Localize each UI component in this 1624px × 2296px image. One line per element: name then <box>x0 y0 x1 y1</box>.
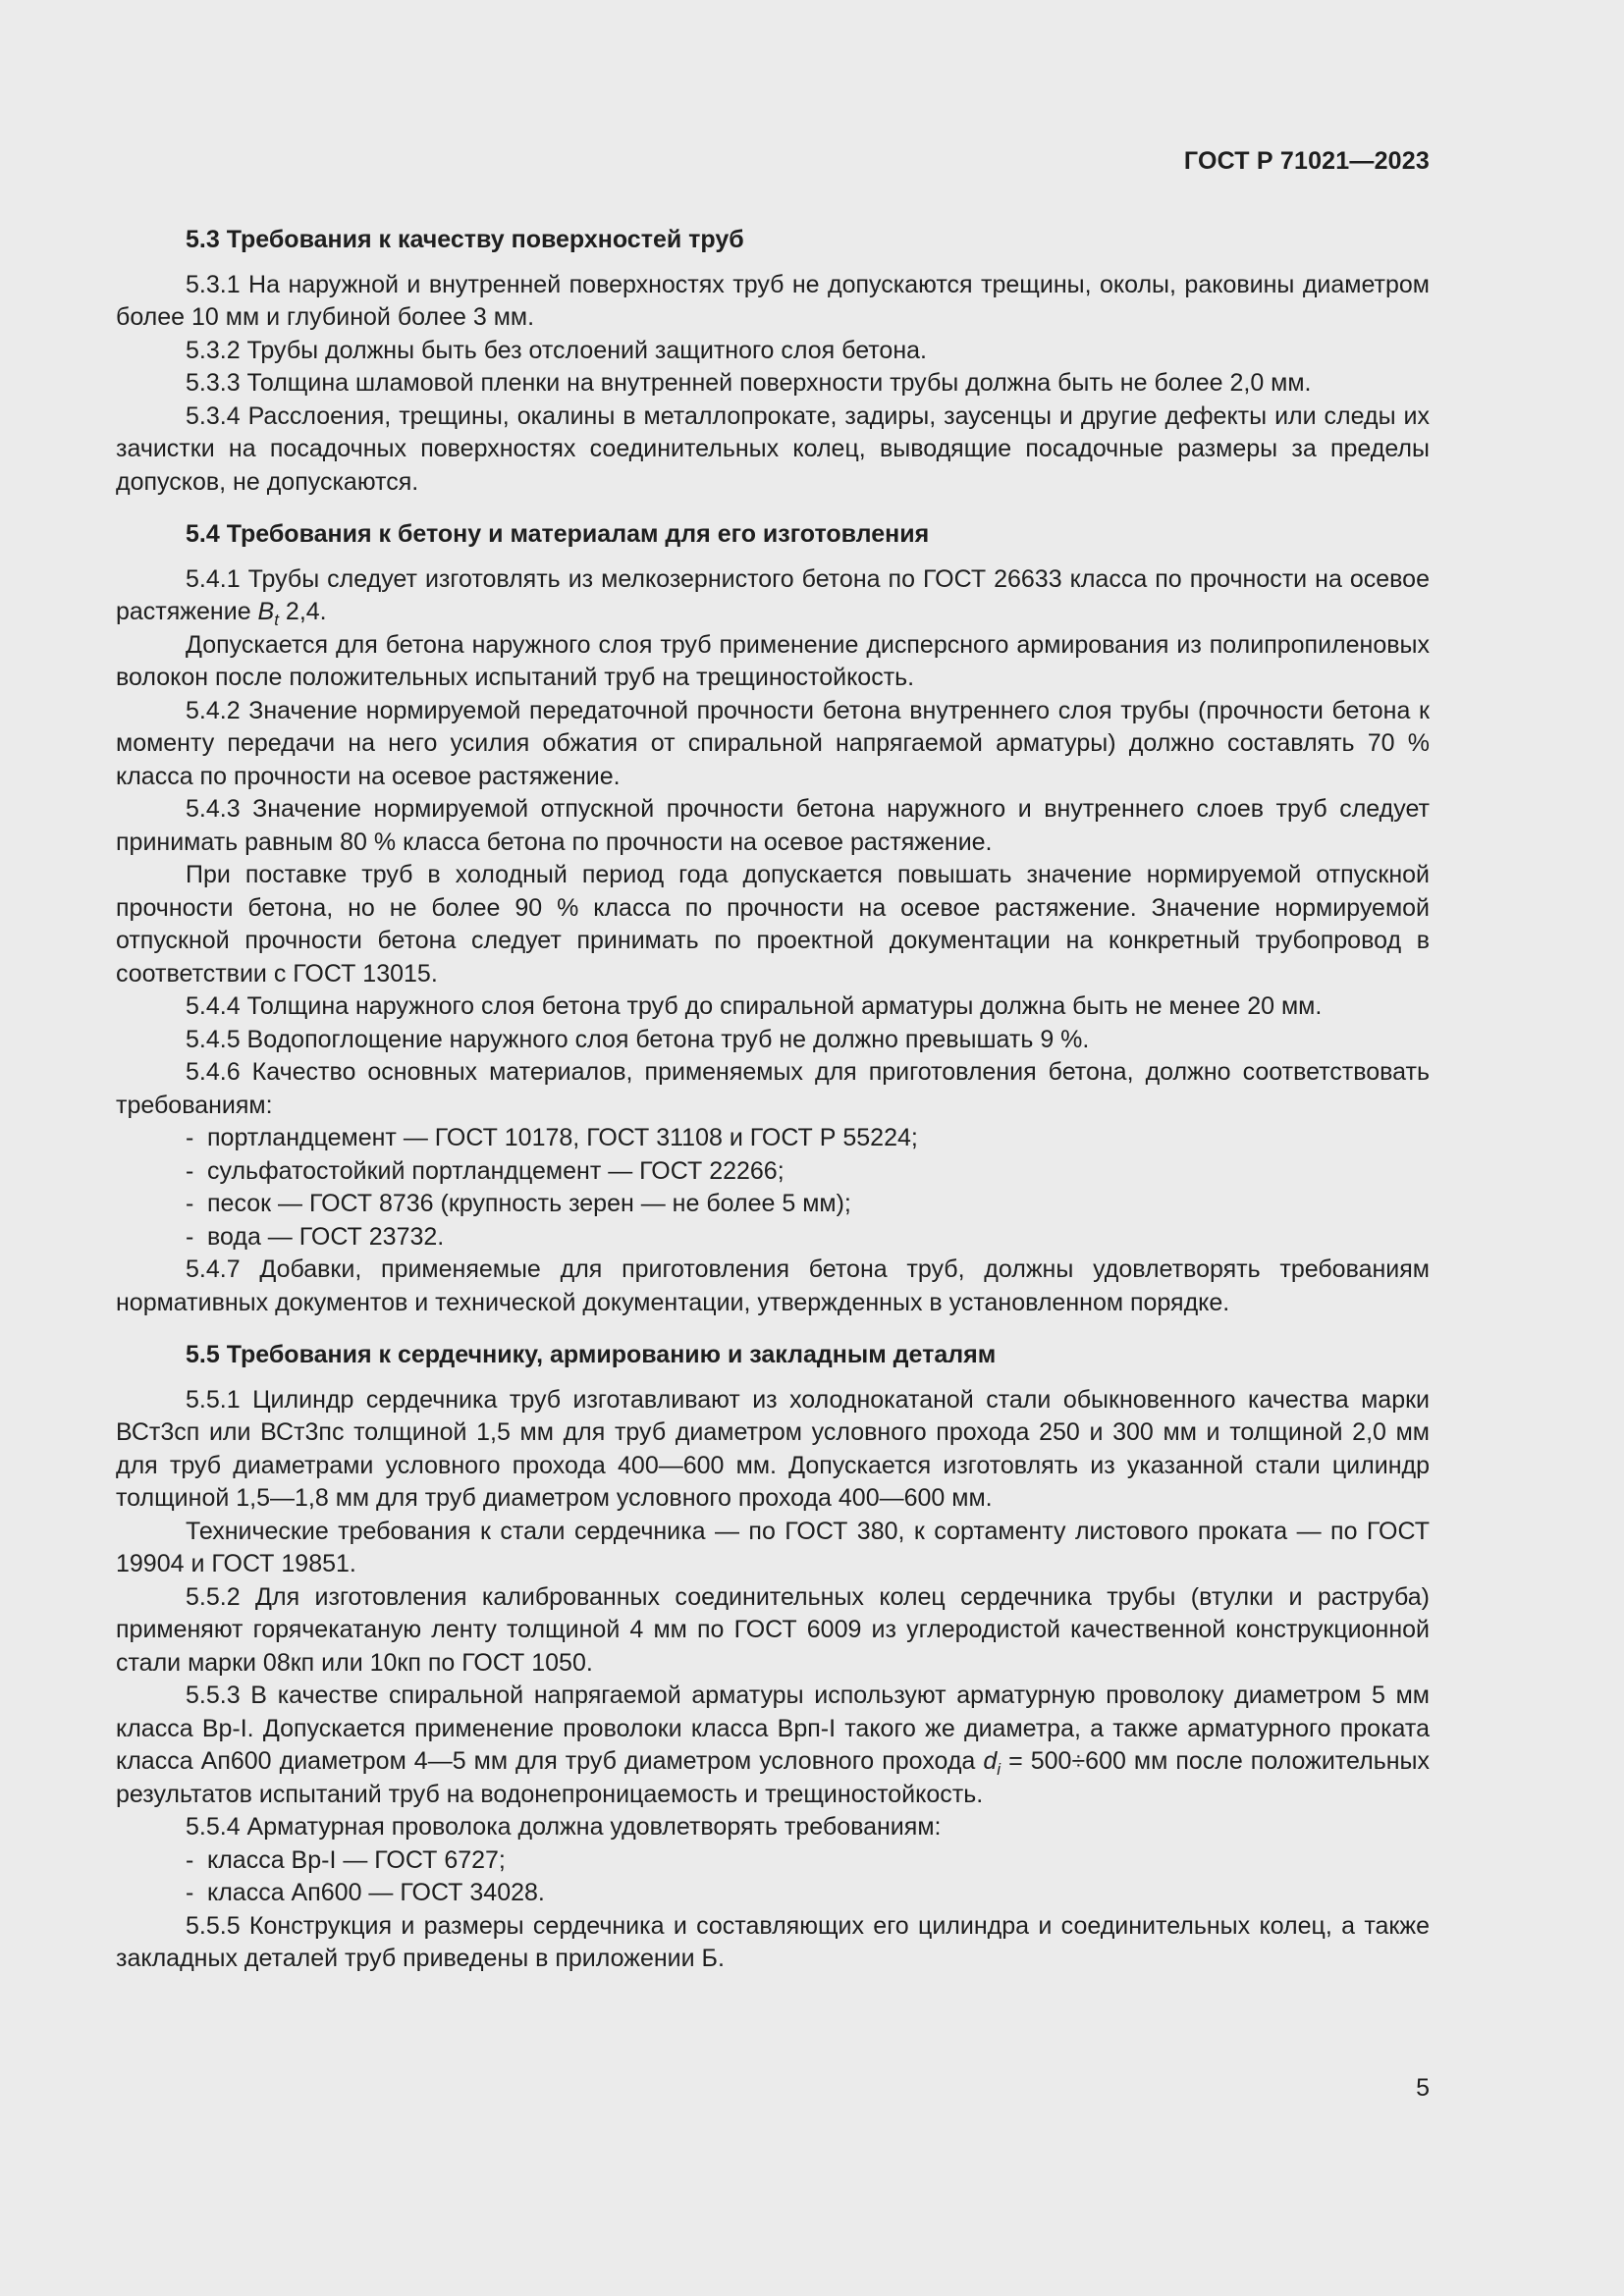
section-title-5-3: 5.3 Требования к качеству поверхностей труб <box>186 226 744 253</box>
paragraph: 5.5.2 Для изготовления калиброванных соединительных колец сердечника трубы (втулки и раструба) применяют горячекатаную ленту толщиной 4 мм по ГОСТ 6009 из углеродистой качественной конструкционной стали марки 08кп или 10кп по ГОСТ 1050. <box>116 1582 1430 1677</box>
paragraph: 5.4.4 Толщина наружного слоя бетона труб до спиральной арматуры должна быть не менее 20 мм. <box>186 992 1323 1020</box>
formula-subscript: i <box>997 1760 1001 1779</box>
paragraph: При поставке труб в холодный период года допускается повышать значение нормируемой отпускной прочности бетона, но не более 90 % класса по прочности на осевое растяжение. Значение нормируемой отпускной прочности бетона следует принимать по проектной документации на конкретный трубопровод в соответствии с ГОСТ 13015. <box>116 861 1430 988</box>
document-header: ГОСТ Р 71021—2023 <box>1183 147 1430 175</box>
section-title-5-5: 5.5 Требования к сердечнику, армированию и закладным деталям <box>186 1341 997 1368</box>
paragraph: 5.3.1 На наружной и внутренней поверхностях труб не допускаются трещины, околы, раковины диаметром более 10 мм и глубиной более 3 мм. <box>116 270 1430 331</box>
list-item: - песок — ГОСТ 8736 (крупность зерен — не более 5 мм); <box>186 1190 851 1217</box>
list-item-text: вода — ГОСТ 23732. <box>207 1222 445 1251</box>
formula-symbol: B <box>257 598 275 625</box>
paragraph: 5.4.6 Качество основных материалов, применяемых для приготовления бетона, должно соответствовать требованиям: <box>116 1058 1430 1119</box>
paragraph: 5.5.1 Цилиндр сердечника труб изготавливают из холоднокатаной стали обыкновенного качества марки ВСт3сп или ВСт3пс толщиной 1,5 мм для труб диаметром условного прохода 250 и 300 мм и толщиной 2,0 мм для труб диаметрами условного прохода 400—600 мм. Допускается изготовлять из указанной стали цилиндр толщиной 1,5—1,8 мм для труб диаметром условного прохода 400—600 мм. <box>116 1385 1430 1512</box>
paragraph: Допускается для бетона наружного слоя труб применение дисперсного армирования из полипропиленовых волокон после положительных испытаний труб на трещиностойкость. <box>116 630 1430 691</box>
paragraph: 5.3.3 Толщина шламовой пленки на внутренней поверхности трубы должна быть не более 2,0 мм. <box>186 369 1312 397</box>
paragraph: 5.4.2 Значение нормируемой передаточной прочности бетона внутреннего слоя трубы (прочности бетона к моменту передачи на него усилия обжатия от спиральной напрягаемой арматуры) должно составлять 70 % класса по прочности на осевое растяжение. <box>116 696 1430 790</box>
list-item-text: портландцемент — ГОСТ 10178, ГОСТ 31108 и ГОСТ Р 55224; <box>207 1124 918 1151</box>
list-item: - класса Вр-I — ГОСТ 6727; <box>186 1845 506 1874</box>
paragraph-text: 5.5.3 В качестве спиральной напрягаемой арматуры используют арматурную проволоку диаметром 5 мм класса Вр-I. Допускается применение проволоки класса Врп-I такого же диаметра, а также арматурного проката класса Ап600 диаметром 4—5 мм для труб диаметром условного прохода <box>116 1682 1430 1775</box>
page-number: 5 <box>1416 2074 1430 2102</box>
paragraph: 5.5.5 Конструкция и размеры сердечника и составляющих его цилиндра и соединительных колец, а также закладных деталей труб приведены в приложении Б. <box>116 1911 1430 1972</box>
paragraph: 5.4.7 Добавки, применяемые для приготовления бетона труб, должны удовлетворять требованиям нормативных документов и технической документации, утвержденных в установленном порядке. <box>116 1255 1430 1316</box>
paragraph: Технические требования к стали сердечника — по ГОСТ 380, к сортаменту листового проката — по ГОСТ 19904 и ГОСТ 19851. <box>116 1517 1430 1577</box>
paragraph <box>116 563 1430 629</box>
list-item: - вода — ГОСТ 23732. <box>186 1222 445 1251</box>
list-item: - сульфатостойкий портландцемент — ГОСТ 22266; <box>186 1156 785 1185</box>
formula-subscript: t <box>274 611 279 629</box>
list-item: - портландцемент — ГОСТ 10178, ГОСТ 31108 и ГОСТ Р 55224; <box>186 1124 918 1151</box>
list-item: - класса Ап600 — ГОСТ 34028. <box>186 1879 545 1906</box>
list-item-text: класса Ап600 — ГОСТ 34028. <box>207 1879 545 1906</box>
section-title-5-4: 5.4 Требования к бетону и материалам для его изготовления <box>186 520 930 548</box>
paragraph-text: 2,4. <box>278 598 327 625</box>
document-body <box>116 224 1430 1976</box>
paragraph-text: 5.4.1 Трубы следует изготовлять из мелкозернистого бетона по ГОСТ 26633 класса по прочности на осевое растяжение <box>116 564 1430 625</box>
paragraph: 5.4.5 Водопоглощение наружного слоя бетона труб не должно превышать 9 %. <box>186 1025 1090 1053</box>
list-item-text: сульфатостойкий портландцемент — ГОСТ 22266; <box>207 1156 785 1185</box>
paragraph: 5.5.4 Арматурная проволока должна удовлетворять требованиям: <box>186 1813 942 1841</box>
list-item-text: класса Вр-I — ГОСТ 6727; <box>207 1845 506 1874</box>
paragraph <box>116 1680 1430 1811</box>
paragraph-text: = 500÷600 мм после положительных результатов испытаний труб на водонепроницаемость и трещиностойкость. <box>116 1747 1430 1808</box>
paragraph: 5.4.3 Значение нормируемой отпускной прочности бетона наружного и внутреннего слоев труб следует принимать равным 80 % класса бетона по прочности на осевое растяжение. <box>116 795 1430 856</box>
formula-symbol: d <box>983 1747 998 1775</box>
paragraph: 5.3.4 Расслоения, трещины, окалины в металлопрокате, задиры, заусенцы и другие дефекты или следы их зачистки на посадочных поверхностях соединительных колец, выводящие посадочные размеры за пределы допусков, не допускаются. <box>116 401 1430 496</box>
paragraph: 5.3.2 Трубы должны быть без отслоений защитного слоя бетона. <box>186 336 927 364</box>
list-item-text: песок — ГОСТ 8736 (крупность зерен — не более 5 мм); <box>207 1190 851 1217</box>
